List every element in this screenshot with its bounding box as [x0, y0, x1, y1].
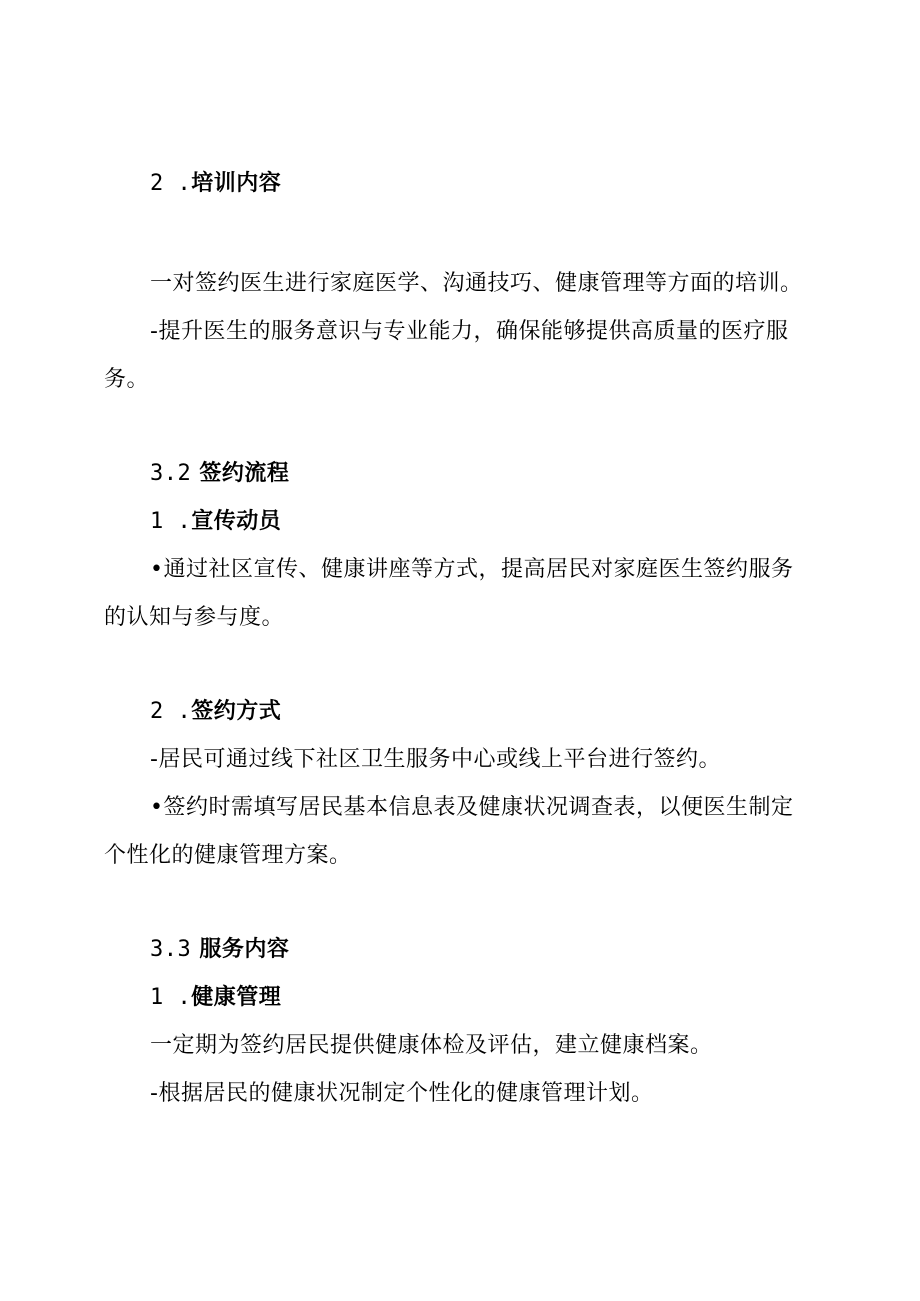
- training-paragraph-2-line-2: 务。: [104, 367, 150, 392]
- training-paragraph-2-line-1: -提升医生的服务意识与专业能力，确保能够提供高质量的医疗服: [150, 319, 789, 344]
- training-heading: [150, 170, 281, 198]
- signing-process-heading-text: 签约流程: [199, 461, 290, 486]
- publicity-heading-number: 1 .: [150, 509, 192, 534]
- health-management-paragraph-2: -根据居民的健康状况制定个性化的健康管理计划。: [150, 1081, 654, 1106]
- health-management-heading-number: 1 .: [150, 985, 192, 1010]
- publicity-paragraph-line-2: 的认知与参与度。: [104, 605, 285, 630]
- signing-method-paragraph-2-line-1: •签约时需填写居民基本信息表及健康状况调查表，以便医生制定: [150, 795, 794, 820]
- publicity-heading: [150, 508, 281, 536]
- health-management-heading-text: 健康管理: [191, 985, 282, 1010]
- publicity-heading-text: 宣传动员: [191, 509, 282, 534]
- health-management-heading: [150, 984, 281, 1012]
- signing-process-heading-number: 3.2: [150, 461, 192, 486]
- signing-method-heading: [150, 698, 281, 726]
- publicity-paragraph-line-1: •通过社区宣传、健康讲座等方式，提高居民对家庭医生签约服务: [150, 557, 794, 582]
- health-management-paragraph-1: 一定期为签约居民提供健康体检及评估，建立健康档案。: [150, 1033, 713, 1058]
- signing-process-heading: [150, 460, 289, 488]
- training-heading-number: 2 .: [150, 171, 192, 196]
- service-content-heading-number: 3.3: [150, 937, 192, 962]
- signing-method-paragraph-2-line-2: 个性化的健康管理方案。: [104, 843, 352, 868]
- training-paragraph-1: 一对签约医生进行家庭医学、沟通技巧、健康管理等方面的培训。: [150, 271, 803, 296]
- service-content-heading: [150, 936, 289, 964]
- signing-method-heading-text: 签约方式: [191, 699, 282, 724]
- service-content-heading-text: 服务内容: [199, 937, 290, 962]
- signing-method-heading-number: 2 .: [150, 699, 192, 724]
- training-heading-text: 培训内容: [191, 171, 282, 196]
- signing-method-paragraph-1: -居民可通过线下社区卫生服务中心或线上平台进行签约。: [150, 747, 721, 772]
